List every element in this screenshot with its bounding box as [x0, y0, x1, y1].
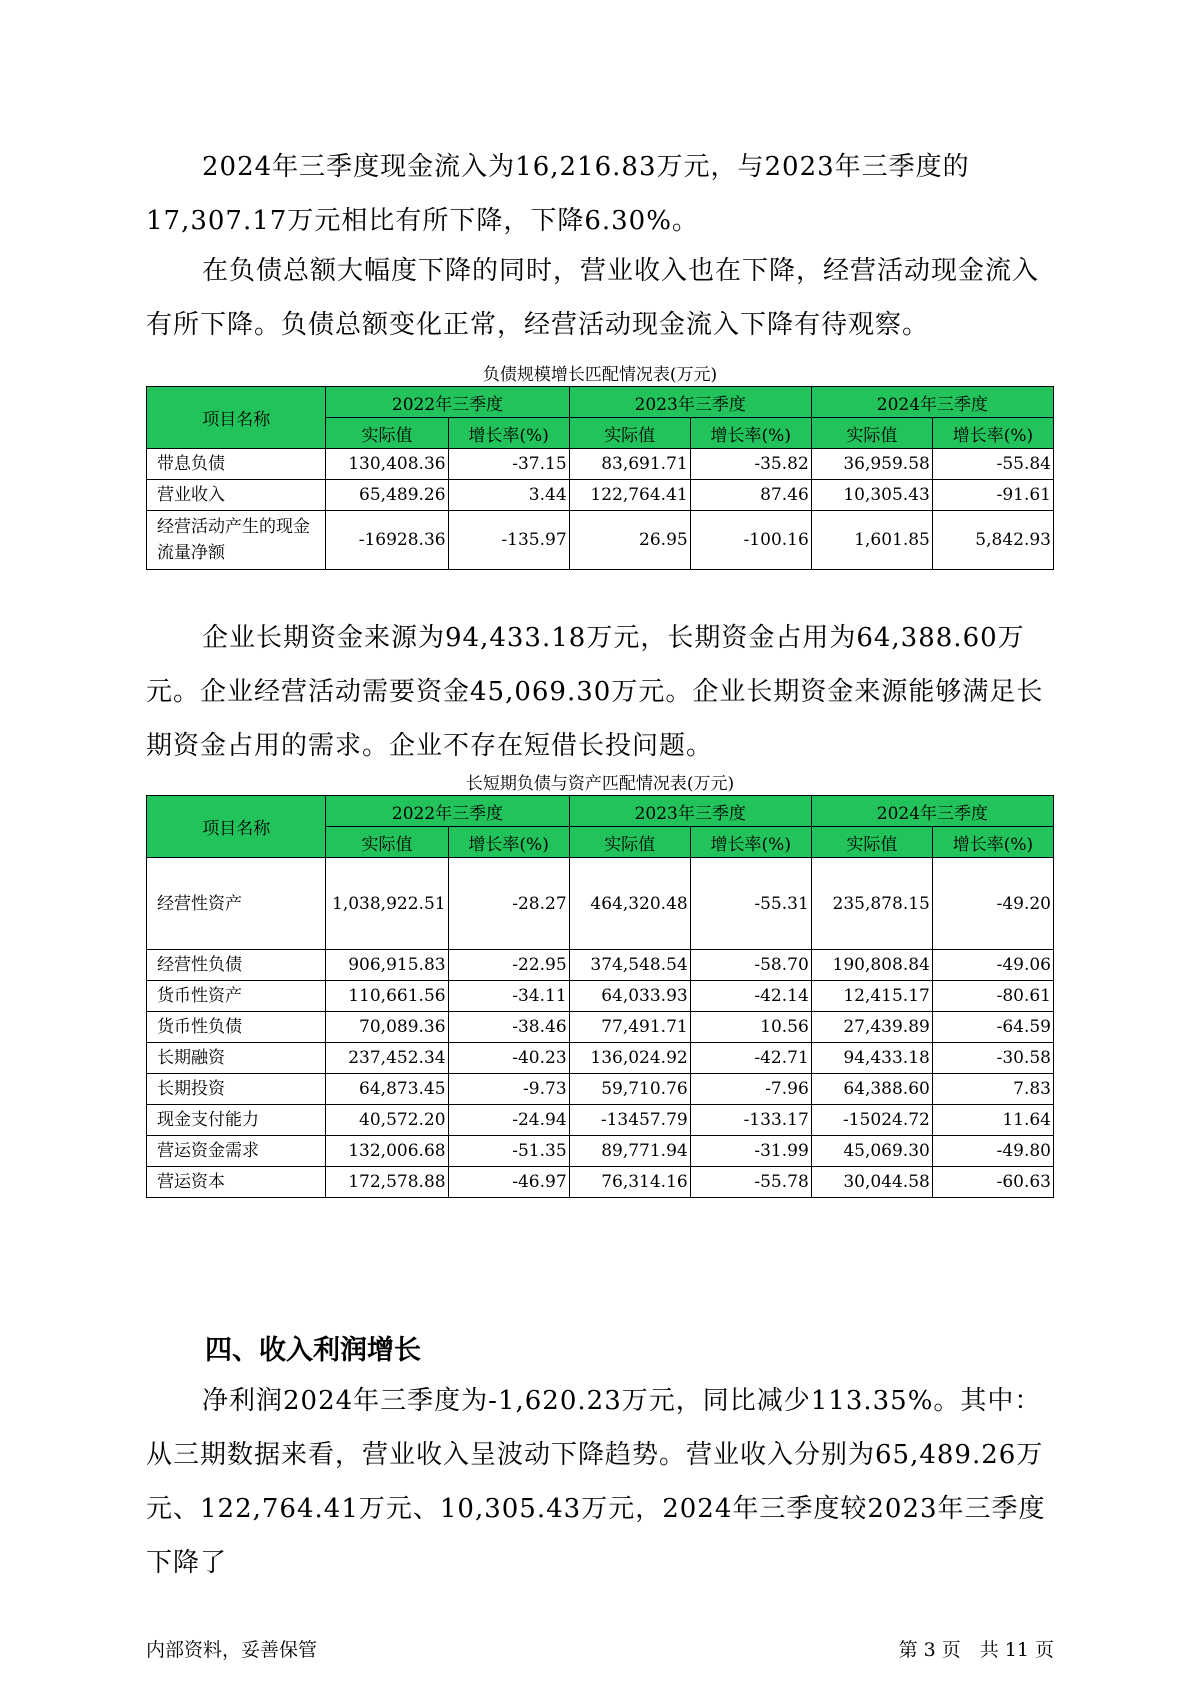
actual-value-cell: 83,691.71 [569, 449, 690, 480]
actual-value-cell: 64,033.93 [569, 981, 690, 1012]
growth-rate-cell: -46.97 [448, 1167, 569, 1198]
actual-value-cell: 122,764.41 [569, 480, 690, 511]
growth-rate-cell: -51.35 [448, 1136, 569, 1167]
actual-value-cell: 190,808.84 [811, 950, 932, 981]
growth-rate-cell: -55.78 [690, 1167, 811, 1198]
actual-value-header: 实际值 [569, 418, 690, 449]
period-header-2023: 2023年三季度 [569, 387, 811, 418]
growth-rate-cell: -22.95 [448, 950, 569, 981]
row-label: 经营活动产生的现金流量净额 [147, 511, 326, 570]
growth-rate-cell: -58.70 [690, 950, 811, 981]
row-label: 现金支付能力 [147, 1105, 326, 1136]
growth-rate-cell: -42.71 [690, 1043, 811, 1074]
actual-value-cell: 40,572.20 [326, 1105, 448, 1136]
asset-liability-matching-table [146, 795, 1054, 1198]
growth-rate-cell: -24.94 [448, 1105, 569, 1136]
growth-rate-cell: -49.20 [932, 858, 1053, 950]
actual-value-cell: 65,489.26 [326, 480, 448, 511]
table-row [147, 1012, 1054, 1043]
row-label: 长期投资 [147, 1074, 326, 1105]
actual-value-cell: -15024.72 [811, 1105, 932, 1136]
growth-rate-cell: -35.82 [690, 449, 811, 480]
actual-value-cell: 59,710.76 [569, 1074, 690, 1105]
actual-value-header: 实际值 [326, 827, 448, 858]
growth-rate-header: 增长率(%) [448, 418, 569, 449]
actual-value-cell: 89,771.94 [569, 1136, 690, 1167]
actual-value-cell: -13457.79 [569, 1105, 690, 1136]
growth-rate-cell: -60.63 [932, 1167, 1053, 1198]
row-label: 营运资本 [147, 1167, 326, 1198]
actual-value-cell: 26.95 [569, 511, 690, 570]
growth-rate-cell: -30.58 [932, 1043, 1053, 1074]
actual-value-cell: 77,491.71 [569, 1012, 690, 1043]
paragraph-net-profit: 净利润2024年三季度为-1,620.23万元，同比减少113.35%。其中：从三期数据来看，营业收入呈波动下降趋势。营业收入分别为65,489.26万元、122,764.41万元、10,305.43万元，2024年三季度较2023年三季度下降了 [146, 1386, 1046, 1578]
actual-value-cell: 110,661.56 [326, 981, 448, 1012]
table2-caption: 长短期负债与资产匹配情况表(万元) [465, 774, 735, 794]
row-label: 经营性资产 [147, 858, 326, 950]
actual-value-cell: 27,439.89 [811, 1012, 932, 1043]
period-header-2023: 2023年三季度 [569, 796, 811, 827]
item-name-header: 项目名称 [147, 387, 326, 449]
actual-value-cell: 172,578.88 [326, 1167, 448, 1198]
growth-rate-cell: -31.99 [690, 1136, 811, 1167]
actual-value-cell: 64,873.45 [326, 1074, 448, 1105]
growth-rate-cell: -100.16 [690, 511, 811, 570]
growth-rate-cell: -34.11 [448, 981, 569, 1012]
growth-rate-cell: -64.59 [932, 1012, 1053, 1043]
growth-rate-cell: 10.56 [690, 1012, 811, 1043]
footer-page-number: 第 3 页 共 11 页 [898, 1639, 1054, 1661]
row-label: 带息负债 [147, 449, 326, 480]
growth-rate-cell: -55.31 [690, 858, 811, 950]
table-row [147, 858, 1054, 950]
actual-value-cell: 464,320.48 [569, 858, 690, 950]
growth-rate-header: 增长率(%) [932, 827, 1053, 858]
growth-rate-header: 增长率(%) [448, 827, 569, 858]
table-row [147, 511, 1054, 570]
row-label: 营运资金需求 [147, 1136, 326, 1167]
period-header-2024: 2024年三季度 [811, 387, 1053, 418]
table-row [147, 1167, 1054, 1198]
actual-value-cell: 94,433.18 [811, 1043, 932, 1074]
row-label: 营业收入 [147, 480, 326, 511]
actual-value-cell: 36,959.58 [811, 449, 932, 480]
growth-rate-header: 增长率(%) [690, 418, 811, 449]
liability-growth-table [146, 386, 1054, 570]
actual-value-cell: 64,388.60 [811, 1074, 932, 1105]
row-label: 长期融资 [147, 1043, 326, 1074]
actual-value-cell: 30,044.58 [811, 1167, 932, 1198]
period-header-2022: 2022年三季度 [326, 796, 569, 827]
footer-confidential-note: 内部资料，妥善保管 [146, 1639, 318, 1661]
growth-rate-cell: 3.44 [448, 480, 569, 511]
growth-rate-cell: -91.61 [932, 480, 1053, 511]
growth-rate-header: 增长率(%) [690, 827, 811, 858]
table-row [147, 449, 1054, 480]
period-header-2022: 2022年三季度 [326, 387, 569, 418]
growth-rate-cell: -7.96 [690, 1074, 811, 1105]
actual-value-cell: 76,314.16 [569, 1167, 690, 1198]
growth-rate-cell: -135.97 [448, 511, 569, 570]
growth-rate-cell: -37.15 [448, 449, 569, 480]
section-heading: 四、收入利润增长 [205, 1335, 421, 1366]
actual-value-cell: 906,915.83 [326, 950, 448, 981]
table-row [147, 950, 1054, 981]
actual-value-cell: 10,305.43 [811, 480, 932, 511]
paragraph-liability-analysis: 在负债总额大幅度下降的同时，营业收入也在下降，经营活动现金流入有所下降。负债总额变化正常，经营活动现金流入下降有待观察。 [146, 256, 1040, 340]
paragraph-long-term-funds: 企业长期资金来源为94,433.18万元，长期资金占用为64,388.60万元。企业经营活动需要资金45,069.30万元。企业长期资金来源能够满足长期资金占用的需求。企业不存在短借长投问题。 [146, 623, 1044, 761]
growth-rate-cell: -9.73 [448, 1074, 569, 1105]
growth-rate-cell: 11.64 [932, 1105, 1053, 1136]
growth-rate-cell: -49.06 [932, 950, 1053, 981]
growth-rate-cell: -133.17 [690, 1105, 811, 1136]
growth-rate-cell: -42.14 [690, 981, 811, 1012]
actual-value-header: 实际值 [326, 418, 448, 449]
row-label: 货币性负债 [147, 1012, 326, 1043]
period-header-2024: 2024年三季度 [811, 796, 1053, 827]
row-label: 货币性资产 [147, 981, 326, 1012]
growth-rate-cell: -28.27 [448, 858, 569, 950]
actual-value-cell: 1,038,922.51 [326, 858, 448, 950]
table-row [147, 981, 1054, 1012]
actual-value-cell: 70,089.36 [326, 1012, 448, 1043]
growth-rate-cell: -80.61 [932, 981, 1053, 1012]
growth-rate-cell: -40.23 [448, 1043, 569, 1074]
row-label: 经营性负债 [147, 950, 326, 981]
growth-rate-cell: 5,842.93 [932, 511, 1053, 570]
actual-value-cell: 235,878.15 [811, 858, 932, 950]
table-row [147, 1105, 1054, 1136]
growth-rate-cell: -55.84 [932, 449, 1053, 480]
actual-value-header: 实际值 [569, 827, 690, 858]
actual-value-cell: -16928.36 [326, 511, 448, 570]
actual-value-cell: 1,601.85 [811, 511, 932, 570]
growth-rate-cell: -49.80 [932, 1136, 1053, 1167]
table-row [147, 1074, 1054, 1105]
actual-value-cell: 132,006.68 [326, 1136, 448, 1167]
table-row [147, 1136, 1054, 1167]
growth-rate-header: 增长率(%) [932, 418, 1053, 449]
actual-value-cell: 130,408.36 [326, 449, 448, 480]
paragraph-cash-inflow: 2024年三季度现金流入为16,216.83万元，与2023年三季度的17,307.17万元相比有所下降，下降6.30%。 [146, 152, 970, 236]
growth-rate-cell: -38.46 [448, 1012, 569, 1043]
table1-caption: 负债规模增长匹配情况表(万元) [482, 365, 718, 385]
actual-value-cell: 374,548.54 [569, 950, 690, 981]
table-row [147, 1043, 1054, 1074]
item-name-header: 项目名称 [147, 796, 326, 858]
actual-value-cell: 136,024.92 [569, 1043, 690, 1074]
actual-value-cell: 12,415.17 [811, 981, 932, 1012]
actual-value-cell: 45,069.30 [811, 1136, 932, 1167]
growth-rate-cell: 7.83 [932, 1074, 1053, 1105]
growth-rate-cell: 87.46 [690, 480, 811, 511]
actual-value-header: 实际值 [811, 827, 932, 858]
table-row [147, 480, 1054, 511]
actual-value-header: 实际值 [811, 418, 932, 449]
actual-value-cell: 237,452.34 [326, 1043, 448, 1074]
